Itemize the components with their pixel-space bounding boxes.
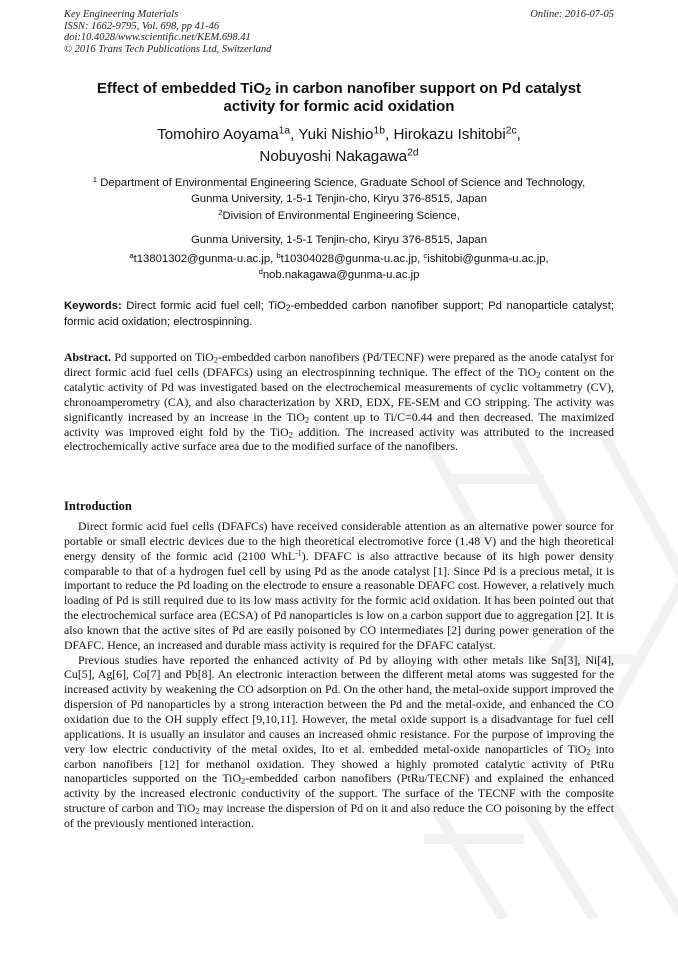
journal-header bbox=[64, 9, 614, 55]
affiliation-2 bbox=[40, 209, 638, 248]
abstract-text: addition. The increased activity was attributed to the increased electrochemically active surface area due to the modified surface of the nanofibers. bbox=[64, 424, 615, 454]
email-address[interactable]: t10304028@gunma-u.ac.jp bbox=[280, 253, 418, 265]
paragraph-text: ). DFAFC is also attractive because of its high power density comparable to that of a hydrogen fuel cell by using Pd as the anode catalyst [1]. Since Pd is a precious metal, it is important to reduce the Pd loading on the electrode to ensure a reasonable DFAFC cost. However, a relatively much loading of Pd is still required due to its low mass activity for the formic acid oxidation. It has been pointed out that the electrochemical surface area (ECSA) of Pd nanoparticles is low on a carbon support due to aggregation [2]. It is also known that the active sites of Pd are easily poisoned by CO intermediates [2] during power generation of the DFAFC. Hence, an increased and durable mass activity is required for the DFAFC catalyst. bbox=[64, 548, 614, 652]
online-date: Online: 2016-07-05 bbox=[530, 9, 614, 20]
author-name: Tomohiro Aoyama bbox=[157, 126, 279, 143]
abstract-label: Abstract. bbox=[64, 350, 112, 364]
email-mark: c bbox=[423, 250, 428, 260]
journal-doi: doi:10.4028/www.scientific.net/KEM.698.41 bbox=[64, 32, 251, 43]
title-line2: activity for formic acid oxidation bbox=[223, 98, 455, 115]
journal-name: Key Engineering Materials bbox=[64, 9, 179, 20]
email-mark: a bbox=[129, 250, 134, 260]
keywords-text: Direct formic acid fuel cell; TiO bbox=[121, 300, 286, 312]
affiliation-mark: 2 bbox=[218, 207, 223, 217]
abstract-subscript: 2 bbox=[213, 354, 218, 365]
paragraph-text: may increase the dispersion of Pd on it and also reduce the CO poisoning by the effect of the previously mentioned interaction. bbox=[64, 801, 615, 830]
title-part: in carbon nanofiber support on Pd catalyst bbox=[271, 80, 582, 97]
paragraph-text: Previous studies have reported the enhanced activity of Pd by alloying with other metals like Sn[3], Ni[4], Cu[5], Ag[6], Co[7] and Pb[8]. An electronic interaction between the different metal atoms was suggested for the increased activity by weakening the CO adsorption on Pd. On the other hand, the metal-oxide support improved the dispersion of Pd nanoparticles by a strong interaction between the Pd and the metal-oxide, and enhanced the CO oxidation due to the OH supply effect [9,10,11]. However, the metal oxide support is a disadvantage for fuel cell applications. It is usually an insulator and causes an increased ohmic resistance. For the purpose of improving the very low electric conductivity of the metal oxides, Ito et al. embedded metal-oxide nanoparticles of TiO bbox=[64, 652, 614, 756]
author-mark: 1a bbox=[278, 125, 291, 137]
journal-copyright: © 2016 Trans Tech Publications Ltd, Switzerland bbox=[64, 43, 272, 55]
email-address[interactable]: nob.nakagawa@gunma-u.ac.jp bbox=[262, 268, 420, 281]
author-mark: 1b bbox=[373, 125, 385, 137]
keywords-section bbox=[64, 299, 614, 330]
author-name: Yuki Nishio bbox=[298, 126, 374, 143]
paragraph-text: into carbon nanofibers [12] for methanol oxidation. They showed a highly promoted catalytic activity of PtRu nanoparticles supported on the TiO bbox=[64, 741, 615, 786]
superscript: -1 bbox=[295, 548, 302, 558]
subscript: 2 bbox=[586, 746, 591, 757]
introduction-heading: Introduction bbox=[64, 499, 132, 513]
affiliation-text: Gunma University, 1-5-1 Tenjin-cho, Kiryu 376-8515, Japan bbox=[191, 192, 487, 205]
affiliation-text: Gunma University, 1-5-1 Tenjin-cho, Kiryu 376-8515, Japan bbox=[191, 233, 487, 246]
author-name: Nobuyoshi Nakagawa bbox=[259, 148, 408, 165]
subscript: 2 bbox=[241, 776, 246, 787]
paragraph-text: Direct formic acid fuel cells (DFAFCs) have received considerable attention as an alternative power source for portable or small electric devices due to the high theoretical electromotive force (1.48 V) and the high theoretical energy density of the formic acid (2100 WhL bbox=[64, 519, 614, 563]
keywords-subscript: 2 bbox=[285, 303, 291, 313]
email-list: $^a$t13801302@gunma-u.ac.jp, $^b$t10304028@gunma-u.ac.jp, $^c$ishitobi@gunma-u.ac.jp, $^d$nob.nakagawa@gunma-u.ac.jp bbox=[129, 250, 549, 281]
abstract-subscript: 2 bbox=[536, 369, 541, 380]
email-address[interactable]: ishitobi@gunma-u.ac.jp bbox=[427, 253, 546, 265]
abstract-text: content on the catalytic activity of Pd was investigated based on the electrochemical measurements of cyclic voltammetry (CV), chronoamperometry (CA), and also characterization by XRD, EDX, FE-SEM and CO stripping. The activity was significantly increased by an increase in the TiO bbox=[64, 364, 615, 424]
email-mark: b bbox=[276, 250, 281, 260]
abstract-text: content up to Ti/C=0.44 and then decreased. The maximized activity was improved eight fold by the TiO bbox=[64, 409, 615, 439]
introduction-body bbox=[64, 519, 614, 831]
author-mark: 2c bbox=[505, 125, 517, 137]
author-mark: 2d bbox=[407, 147, 419, 159]
affiliation-1 bbox=[40, 176, 638, 207]
paper-title bbox=[60, 80, 618, 116]
keywords-text: -embedded carbon nanofiber support; Pd nanoparticle catalyst; formic acid oxidation; electrospinning. bbox=[64, 300, 614, 328]
affiliation-mark: 1 bbox=[92, 174, 98, 184]
affiliation-text: Department of Environmental Engineering Science, Graduate School of Science and Technology, bbox=[97, 177, 586, 189]
abstract-text: -embedded carbon nanofibers (Pd/TECNF) were prepared as the anode catalyst for direct formic acid fuel cells (DFAFCs) using an electrospinning technique. The effect of the TiO bbox=[64, 350, 614, 379]
abstract-subscript: 2 bbox=[288, 429, 293, 440]
author-list: Tomohiro Aoyama$^{1a}$, Yuki Nishio$^{1b}$, Hirokazu Ishitobi$^{2c}$, Nobuyoshi Nakagawa$^{2d}$ bbox=[157, 125, 521, 165]
paragraph-text: -embedded carbon nanofibers (PtRu/TECNF) and explained the enhanced activity by the increased electronic conductivity of the support. The surface of the TECNF with the composite structure of carbon and TiO bbox=[64, 771, 614, 816]
affiliation-text: Division of Environmental Engineering Science, bbox=[222, 210, 460, 222]
journal-issn: ISSN: 1662-9795, Vol. 698, pp 41-46 bbox=[64, 20, 220, 32]
subscript: 2 bbox=[195, 805, 200, 816]
paragraph bbox=[64, 653, 614, 831]
email-mark: d bbox=[258, 266, 263, 276]
keywords-label: Keywords: bbox=[64, 300, 122, 312]
abstract-text: Pd supported on TiO bbox=[111, 350, 214, 364]
abstract-section bbox=[64, 350, 614, 454]
title-subscript: 2 bbox=[265, 86, 272, 99]
abstract-subscript: 2 bbox=[304, 414, 310, 425]
paragraph bbox=[64, 519, 614, 653]
author-name: Hirokazu Ishitobi bbox=[393, 126, 506, 143]
email-address[interactable]: t13801302@gunma-u.ac.jp bbox=[133, 253, 271, 265]
title-part: Effect of embedded TiO bbox=[96, 80, 265, 97]
